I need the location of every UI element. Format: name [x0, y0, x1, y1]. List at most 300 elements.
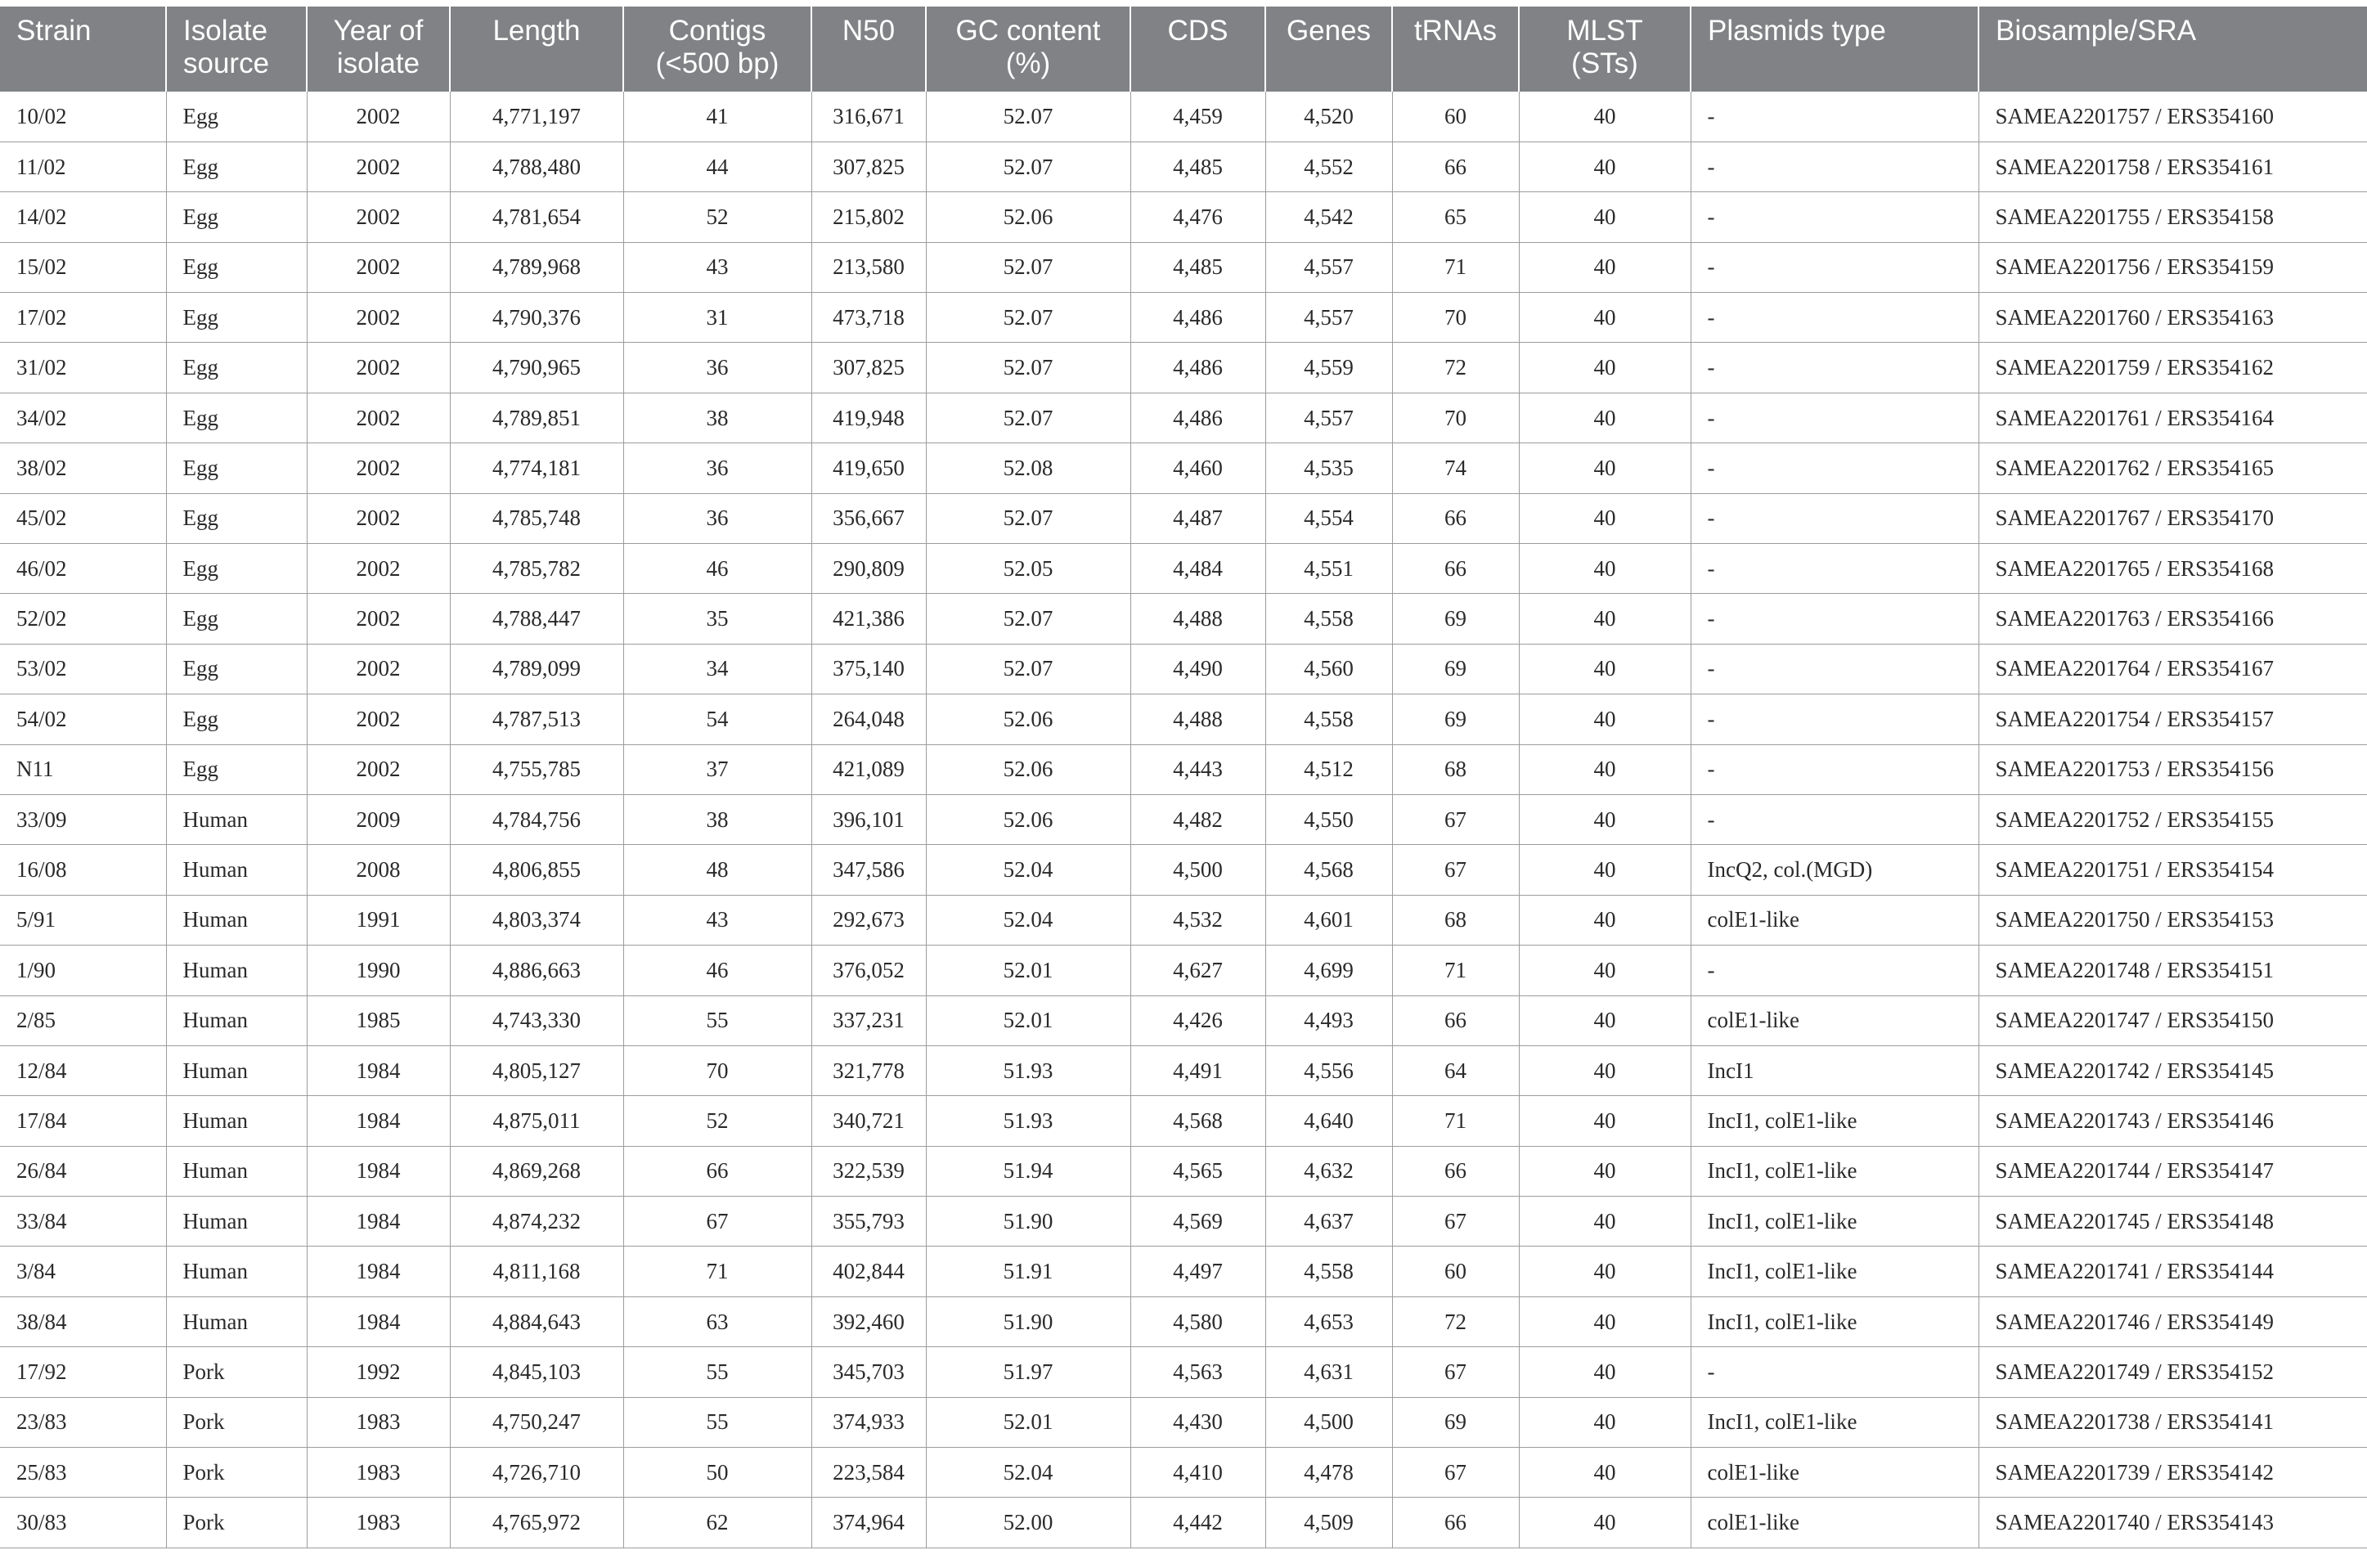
cell-biosample-sra: SAMEA2201742 / ERS354145: [1978, 1045, 2367, 1095]
cell-mlst: 40: [1519, 142, 1691, 191]
cell-plasmids-type: colE1-like: [1691, 995, 1978, 1045]
cell-length: 4,726,710: [450, 1448, 623, 1498]
cell-strain: 17/02: [0, 293, 166, 343]
cell-isolate-source: Egg: [166, 544, 307, 594]
cell-contigs: 55: [623, 1347, 811, 1397]
cell-year-of-isolate: 2002: [307, 92, 450, 142]
cell-contigs: 38: [623, 794, 811, 844]
cell-genes: 4,632: [1265, 1146, 1392, 1196]
cell-cds: 4,485: [1130, 242, 1265, 292]
cell-year-of-isolate: 2002: [307, 644, 450, 694]
cell-strain: 12/84: [0, 1045, 166, 1095]
cell-biosample-sra: SAMEA2201759 / ERS354162: [1978, 343, 2367, 393]
cell-mlst: 40: [1519, 845, 1691, 895]
cell-genes: 4,550: [1265, 794, 1392, 844]
cell-genes: 4,554: [1265, 493, 1392, 543]
cell-biosample-sra: SAMEA2201743 / ERS354146: [1978, 1096, 2367, 1146]
cell-mlst: 40: [1519, 393, 1691, 443]
cell-cds: 4,482: [1130, 794, 1265, 844]
cell-trnas: 67: [1392, 1448, 1519, 1498]
cell-gc-content: 51.97: [926, 1347, 1130, 1397]
cell-gc-content: 52.04: [926, 895, 1130, 945]
column-header-line: MLST: [1566, 15, 1643, 47]
table-row: [0, 946, 2367, 995]
cell-gc-content: 52.05: [926, 544, 1130, 594]
cell-genes: 4,478: [1265, 1448, 1392, 1498]
cell-biosample-sra: SAMEA2201739 / ERS354142: [1978, 1448, 2367, 1498]
table-row: [0, 1296, 2367, 1346]
cell-year-of-isolate: 1991: [307, 895, 450, 945]
cell-contigs: 52: [623, 1096, 811, 1146]
cell-cds: 4,497: [1130, 1247, 1265, 1296]
cell-cds: 4,484: [1130, 544, 1265, 594]
cell-genes: 4,509: [1265, 1498, 1392, 1548]
cell-mlst: 40: [1519, 1296, 1691, 1346]
column-header-line: GC content: [955, 15, 1101, 47]
cell-year-of-isolate: 1983: [307, 1397, 450, 1447]
column-header-line: Isolate: [183, 15, 268, 47]
column-header-length: [450, 7, 623, 92]
cell-year-of-isolate: 1990: [307, 946, 450, 995]
cell-genes: 4,556: [1265, 1045, 1392, 1095]
cell-isolate-source: Human: [166, 946, 307, 995]
table-row: [0, 845, 2367, 895]
cell-isolate-source: Human: [166, 1247, 307, 1296]
cell-strain: 25/83: [0, 1448, 166, 1498]
table-row: [0, 1498, 2367, 1548]
cell-strain: 45/02: [0, 493, 166, 543]
cell-year-of-isolate: 2002: [307, 443, 450, 493]
cell-isolate-source: Human: [166, 1045, 307, 1095]
column-header-trnas: [1392, 7, 1519, 92]
cell-genes: 4,557: [1265, 293, 1392, 343]
cell-year-of-isolate: 2008: [307, 845, 450, 895]
cell-n50: 213,580: [811, 242, 926, 292]
cell-isolate-source: Egg: [166, 694, 307, 744]
cell-trnas: 66: [1392, 142, 1519, 191]
cell-year-of-isolate: 2002: [307, 744, 450, 794]
cell-trnas: 69: [1392, 644, 1519, 694]
cell-contigs: 36: [623, 443, 811, 493]
table-row: [0, 242, 2367, 292]
cell-year-of-isolate: 2002: [307, 192, 450, 242]
cell-plasmids-type: IncQ2, col.(MGD): [1691, 845, 1978, 895]
cell-trnas: 70: [1392, 393, 1519, 443]
cell-length: 4,787,513: [450, 694, 623, 744]
cell-plasmids-type: -: [1691, 794, 1978, 844]
cell-n50: 322,539: [811, 1146, 926, 1196]
cell-gc-content: 52.07: [926, 293, 1130, 343]
cell-trnas: 66: [1392, 1146, 1519, 1196]
cell-n50: 215,802: [811, 192, 926, 242]
cell-length: 4,785,748: [450, 493, 623, 543]
cell-trnas: 70: [1392, 293, 1519, 343]
cell-n50: 316,671: [811, 92, 926, 142]
cell-year-of-isolate: 2002: [307, 293, 450, 343]
column-header-mlst: [1519, 7, 1691, 92]
cell-biosample-sra: SAMEA2201760 / ERS354163: [1978, 293, 2367, 343]
table-row: [0, 493, 2367, 543]
cell-length: 4,869,268: [450, 1146, 623, 1196]
cell-n50: 421,089: [811, 744, 926, 794]
cell-year-of-isolate: 2002: [307, 142, 450, 191]
cell-isolate-source: Human: [166, 1296, 307, 1346]
cell-length: 4,790,376: [450, 293, 623, 343]
cell-isolate-source: Egg: [166, 343, 307, 393]
column-header-line: Length: [492, 15, 581, 47]
cell-trnas: 69: [1392, 1397, 1519, 1447]
cell-genes: 4,637: [1265, 1197, 1392, 1247]
cell-gc-content: 52.07: [926, 92, 1130, 142]
cell-isolate-source: Human: [166, 794, 307, 844]
cell-n50: 345,703: [811, 1347, 926, 1397]
column-header-line: N50: [842, 15, 896, 47]
cell-biosample-sra: SAMEA2201751 / ERS354154: [1978, 845, 2367, 895]
cell-genes: 4,653: [1265, 1296, 1392, 1346]
cell-strain: 16/08: [0, 845, 166, 895]
table-row: [0, 142, 2367, 191]
cell-mlst: 40: [1519, 744, 1691, 794]
cell-trnas: 67: [1392, 845, 1519, 895]
cell-biosample-sra: SAMEA2201749 / ERS354152: [1978, 1347, 2367, 1397]
cell-strain: 33/84: [0, 1197, 166, 1247]
cell-gc-content: 51.93: [926, 1096, 1130, 1146]
cell-cds: 4,627: [1130, 946, 1265, 995]
cell-biosample-sra: SAMEA2201757 / ERS354160: [1978, 92, 2367, 142]
cell-biosample-sra: SAMEA2201746 / ERS354149: [1978, 1296, 2367, 1346]
cell-gc-content: 52.07: [926, 644, 1130, 694]
table-body: [0, 92, 2367, 1548]
cell-contigs: 37: [623, 744, 811, 794]
cell-isolate-source: Egg: [166, 594, 307, 644]
cell-cds: 4,460: [1130, 443, 1265, 493]
cell-plasmids-type: -: [1691, 242, 1978, 292]
cell-plasmids-type: IncI1: [1691, 1045, 1978, 1095]
cell-length: 4,784,756: [450, 794, 623, 844]
cell-isolate-source: Egg: [166, 192, 307, 242]
cell-isolate-source: Egg: [166, 393, 307, 443]
cell-n50: 392,460: [811, 1296, 926, 1346]
cell-mlst: 40: [1519, 694, 1691, 744]
cell-contigs: 41: [623, 92, 811, 142]
cell-genes: 4,500: [1265, 1397, 1392, 1447]
cell-contigs: 66: [623, 1146, 811, 1196]
cell-gc-content: 51.90: [926, 1296, 1130, 1346]
cell-cds: 4,490: [1130, 644, 1265, 694]
cell-n50: 223,584: [811, 1448, 926, 1498]
column-header-line: tRNAs: [1413, 15, 1498, 47]
strain-genome-table: [0, 7, 2367, 1548]
table-row: [0, 1247, 2367, 1296]
cell-plasmids-type: IncI1, colE1-like: [1691, 1146, 1978, 1196]
cell-contigs: 50: [623, 1448, 811, 1498]
cell-plasmids-type: IncI1, colE1-like: [1691, 1096, 1978, 1146]
cell-biosample-sra: SAMEA2201764 / ERS354167: [1978, 644, 2367, 694]
table-row: [0, 644, 2367, 694]
cell-genes: 4,557: [1265, 242, 1392, 292]
cell-genes: 4,699: [1265, 946, 1392, 995]
table-row: [0, 343, 2367, 393]
cell-n50: 290,809: [811, 544, 926, 594]
cell-trnas: 60: [1392, 92, 1519, 142]
cell-contigs: 43: [623, 242, 811, 292]
cell-isolate-source: Pork: [166, 1498, 307, 1548]
cell-trnas: 67: [1392, 1347, 1519, 1397]
cell-gc-content: 52.01: [926, 946, 1130, 995]
cell-isolate-source: Egg: [166, 744, 307, 794]
cell-strain: 34/02: [0, 393, 166, 443]
table-row: [0, 694, 2367, 744]
cell-length: 4,785,782: [450, 544, 623, 594]
table-row: [0, 544, 2367, 594]
column-header-plasmids-type: [1691, 7, 1978, 92]
cell-gc-content: 51.90: [926, 1197, 1130, 1247]
cell-n50: 396,101: [811, 794, 926, 844]
cell-gc-content: 52.07: [926, 393, 1130, 443]
cell-length: 4,789,099: [450, 644, 623, 694]
cell-year-of-isolate: 2002: [307, 242, 450, 292]
cell-biosample-sra: SAMEA2201750 / ERS354153: [1978, 895, 2367, 945]
cell-length: 4,806,855: [450, 845, 623, 895]
cell-n50: 421,386: [811, 594, 926, 644]
cell-mlst: 40: [1519, 242, 1691, 292]
cell-strain: 38/84: [0, 1296, 166, 1346]
cell-gc-content: 52.01: [926, 1397, 1130, 1447]
cell-biosample-sra: SAMEA2201748 / ERS354151: [1978, 946, 2367, 995]
cell-genes: 4,558: [1265, 694, 1392, 744]
cell-year-of-isolate: 2002: [307, 544, 450, 594]
cell-mlst: 40: [1519, 1045, 1691, 1095]
cell-length: 4,771,197: [450, 92, 623, 142]
column-header-line: Biosample/SRA: [1996, 15, 2197, 47]
column-header-genes: [1265, 7, 1392, 92]
cell-plasmids-type: -: [1691, 744, 1978, 794]
table-row: [0, 443, 2367, 493]
cell-biosample-sra: SAMEA2201762 / ERS354165: [1978, 443, 2367, 493]
cell-strain: 30/83: [0, 1498, 166, 1548]
cell-cds: 4,580: [1130, 1296, 1265, 1346]
cell-cds: 4,410: [1130, 1448, 1265, 1498]
cell-trnas: 68: [1392, 895, 1519, 945]
cell-strain: 1/90: [0, 946, 166, 995]
cell-trnas: 72: [1392, 1296, 1519, 1346]
cell-biosample-sra: SAMEA2201744 / ERS354147: [1978, 1146, 2367, 1196]
cell-n50: 356,667: [811, 493, 926, 543]
cell-biosample-sra: SAMEA2201738 / ERS354141: [1978, 1397, 2367, 1447]
cell-genes: 4,559: [1265, 343, 1392, 393]
cell-contigs: 36: [623, 343, 811, 393]
cell-length: 4,765,972: [450, 1498, 623, 1548]
cell-genes: 4,542: [1265, 192, 1392, 242]
cell-mlst: 40: [1519, 1498, 1691, 1548]
cell-contigs: 48: [623, 845, 811, 895]
cell-cds: 4,486: [1130, 393, 1265, 443]
cell-mlst: 40: [1519, 293, 1691, 343]
cell-mlst: 40: [1519, 544, 1691, 594]
cell-trnas: 71: [1392, 946, 1519, 995]
cell-trnas: 74: [1392, 443, 1519, 493]
cell-strain: 3/84: [0, 1247, 166, 1296]
cell-strain: 31/02: [0, 343, 166, 393]
cell-gc-content: 52.07: [926, 493, 1130, 543]
cell-n50: 264,048: [811, 694, 926, 744]
cell-n50: 355,793: [811, 1197, 926, 1247]
cell-n50: 419,650: [811, 443, 926, 493]
cell-cds: 4,476: [1130, 192, 1265, 242]
table-row: [0, 1397, 2367, 1447]
cell-strain: 46/02: [0, 544, 166, 594]
table-row: [0, 1045, 2367, 1095]
cell-n50: 419,948: [811, 393, 926, 443]
cell-gc-content: 51.94: [926, 1146, 1130, 1196]
cell-gc-content: 52.06: [926, 192, 1130, 242]
cell-genes: 4,552: [1265, 142, 1392, 191]
cell-year-of-isolate: 1984: [307, 1096, 450, 1146]
cell-mlst: 40: [1519, 946, 1691, 995]
cell-year-of-isolate: 1984: [307, 1247, 450, 1296]
cell-isolate-source: Pork: [166, 1448, 307, 1498]
cell-mlst: 40: [1519, 1096, 1691, 1146]
cell-gc-content: 52.04: [926, 1448, 1130, 1498]
cell-plasmids-type: IncI1, colE1-like: [1691, 1397, 1978, 1447]
header-row: [0, 7, 2367, 92]
cell-biosample-sra: SAMEA2201752 / ERS354155: [1978, 794, 2367, 844]
cell-length: 4,886,663: [450, 946, 623, 995]
cell-contigs: 46: [623, 544, 811, 594]
cell-gc-content: 52.07: [926, 343, 1130, 393]
cell-trnas: 67: [1392, 1197, 1519, 1247]
cell-year-of-isolate: 1984: [307, 1146, 450, 1196]
cell-strain: 53/02: [0, 644, 166, 694]
cell-length: 4,743,330: [450, 995, 623, 1045]
cell-trnas: 60: [1392, 1247, 1519, 1296]
cell-gc-content: 52.06: [926, 694, 1130, 744]
table-row: [0, 794, 2367, 844]
cell-plasmids-type: -: [1691, 493, 1978, 543]
table-row: [0, 92, 2367, 142]
cell-contigs: 70: [623, 1045, 811, 1095]
cell-cds: 4,563: [1130, 1347, 1265, 1397]
cell-length: 4,803,374: [450, 895, 623, 945]
column-header-n50: [811, 7, 926, 92]
column-header-line: Contigs: [668, 15, 766, 47]
cell-year-of-isolate: 2002: [307, 594, 450, 644]
cell-genes: 4,557: [1265, 393, 1392, 443]
table-row: [0, 192, 2367, 242]
cell-isolate-source: Human: [166, 995, 307, 1045]
cell-contigs: 55: [623, 1397, 811, 1447]
cell-plasmids-type: -: [1691, 92, 1978, 142]
cell-isolate-source: Egg: [166, 293, 307, 343]
cell-biosample-sra: SAMEA2201741 / ERS354144: [1978, 1247, 2367, 1296]
cell-genes: 4,558: [1265, 1247, 1392, 1296]
cell-length: 4,884,643: [450, 1296, 623, 1346]
cell-plasmids-type: -: [1691, 192, 1978, 242]
table-row: [0, 594, 2367, 644]
cell-genes: 4,601: [1265, 895, 1392, 945]
cell-cds: 4,500: [1130, 845, 1265, 895]
cell-length: 4,789,968: [450, 242, 623, 292]
cell-n50: 307,825: [811, 343, 926, 393]
cell-mlst: 40: [1519, 493, 1691, 543]
cell-n50: 321,778: [811, 1045, 926, 1095]
cell-year-of-isolate: 1985: [307, 995, 450, 1045]
cell-strain: 54/02: [0, 694, 166, 744]
cell-isolate-source: Pork: [166, 1347, 307, 1397]
cell-contigs: 35: [623, 594, 811, 644]
cell-n50: 292,673: [811, 895, 926, 945]
cell-genes: 4,640: [1265, 1096, 1392, 1146]
cell-n50: 376,052: [811, 946, 926, 995]
cell-cds: 4,485: [1130, 142, 1265, 191]
cell-n50: 375,140: [811, 644, 926, 694]
cell-plasmids-type: IncI1, colE1-like: [1691, 1197, 1978, 1247]
cell-year-of-isolate: 1984: [307, 1045, 450, 1095]
cell-isolate-source: Egg: [166, 142, 307, 191]
cell-year-of-isolate: 2009: [307, 794, 450, 844]
cell-plasmids-type: colE1-like: [1691, 1498, 1978, 1548]
cell-length: 4,750,247: [450, 1397, 623, 1447]
cell-year-of-isolate: 1984: [307, 1296, 450, 1346]
cell-strain: 2/85: [0, 995, 166, 1045]
cell-isolate-source: Egg: [166, 644, 307, 694]
cell-genes: 4,560: [1265, 644, 1392, 694]
column-header-isolate-source: [166, 7, 307, 92]
cell-strain: 52/02: [0, 594, 166, 644]
cell-year-of-isolate: 1983: [307, 1498, 450, 1548]
cell-cds: 4,426: [1130, 995, 1265, 1045]
cell-isolate-source: Human: [166, 845, 307, 895]
cell-biosample-sra: SAMEA2201747 / ERS354150: [1978, 995, 2367, 1045]
cell-mlst: 40: [1519, 343, 1691, 393]
cell-trnas: 71: [1392, 242, 1519, 292]
column-header-year-of-isolate: [307, 7, 450, 92]
cell-contigs: 44: [623, 142, 811, 191]
cell-genes: 4,520: [1265, 92, 1392, 142]
cell-plasmids-type: -: [1691, 544, 1978, 594]
cell-strain: 10/02: [0, 92, 166, 142]
cell-n50: 340,721: [811, 1096, 926, 1146]
table-row: [0, 293, 2367, 343]
cell-genes: 4,512: [1265, 744, 1392, 794]
cell-plasmids-type: -: [1691, 1347, 1978, 1397]
cell-plasmids-type: -: [1691, 443, 1978, 493]
cell-isolate-source: Human: [166, 1146, 307, 1196]
cell-contigs: 55: [623, 995, 811, 1045]
cell-biosample-sra: SAMEA2201755 / ERS354158: [1978, 192, 2367, 242]
cell-cds: 4,569: [1130, 1197, 1265, 1247]
cell-cds: 4,430: [1130, 1397, 1265, 1447]
cell-trnas: 65: [1392, 192, 1519, 242]
cell-biosample-sra: SAMEA2201767 / ERS354170: [1978, 493, 2367, 543]
cell-length: 4,755,785: [450, 744, 623, 794]
table-row: [0, 1448, 2367, 1498]
cell-biosample-sra: SAMEA2201745 / ERS354148: [1978, 1197, 2367, 1247]
cell-gc-content: 52.07: [926, 142, 1130, 191]
cell-gc-content: 51.93: [926, 1045, 1130, 1095]
cell-trnas: 69: [1392, 694, 1519, 744]
cell-n50: 347,586: [811, 845, 926, 895]
cell-plasmids-type: -: [1691, 343, 1978, 393]
cell-isolate-source: Human: [166, 1197, 307, 1247]
cell-contigs: 63: [623, 1296, 811, 1346]
cell-contigs: 36: [623, 493, 811, 543]
cell-genes: 4,568: [1265, 845, 1392, 895]
cell-gc-content: 51.91: [926, 1247, 1130, 1296]
cell-strain: 26/84: [0, 1146, 166, 1196]
cell-plasmids-type: -: [1691, 142, 1978, 191]
cell-plasmids-type: -: [1691, 594, 1978, 644]
